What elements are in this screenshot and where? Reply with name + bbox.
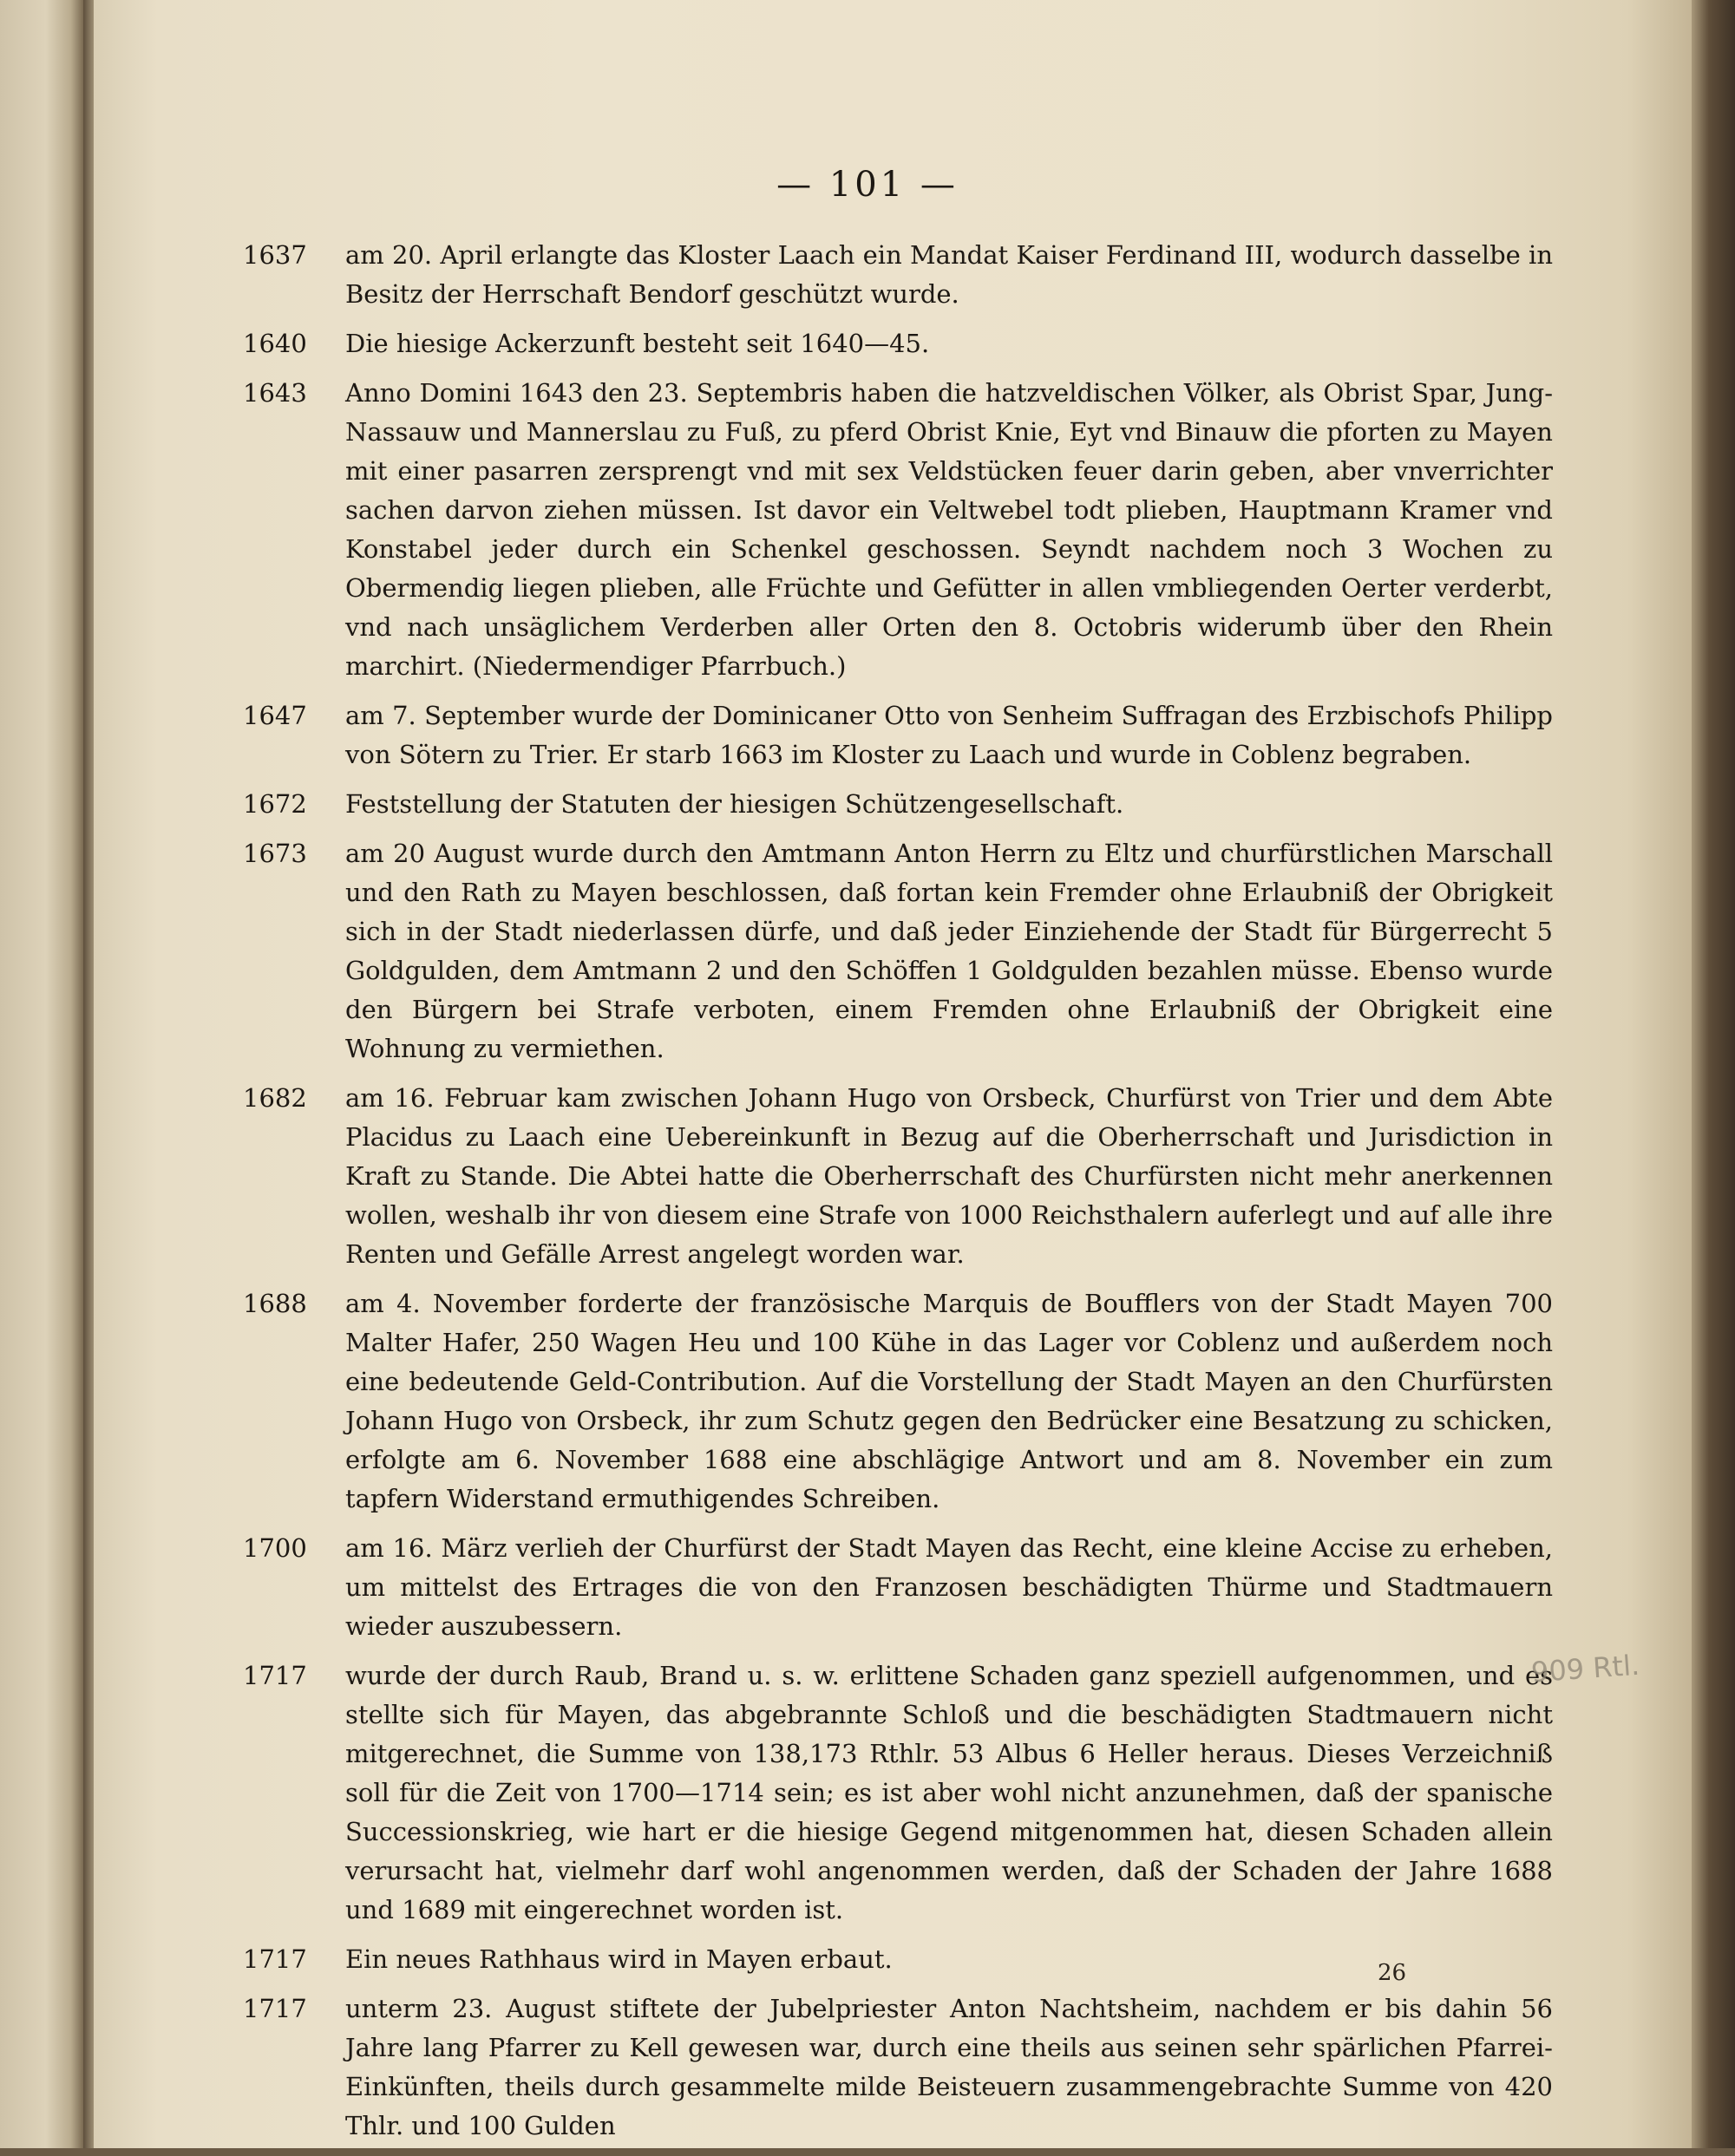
entry-1673 [243,834,1553,1068]
entry-year: 1672 [243,789,307,819]
entry-year: 1688 [243,1289,307,1318]
entry-text: am 4. November forderte der französische Marquis de Boufflers von der Stadt Mayen 700 Malter Hafer, 250 Wagen Heu und 100 Kühe in das Lager vor Coblenz und außerdem noch eine bedeutende Geld-Contribution. Auf die Vorstellung der Stadt Mayen an den Churfürsten Johann Hugo von Orsbeck, ihr zum Schutz gegen den Bedrücker eine Besatzung zu schicken, erfolgte am 6. November 1688 eine abschlägige Antwort und am 8. November ein zum tapfern Widerstand ermuthigendes Schreiben. [345,1289,1553,1513]
entry-text: am 20. April erlangte das Kloster Laach ein Mandat Kaiser Ferdinand III, wodurch dasselbe in Besitz der Herrschaft Bendorf geschützt wurde. [345,240,1553,309]
entry-year: 1637 [243,240,307,270]
entry-year: 1717 [243,1994,307,2023]
entry-year: 1682 [243,1083,307,1113]
chronicle-entries [243,236,1553,2156]
entry-1672 [243,785,1553,824]
entry-text: Ein neues Rathhaus wird in Mayen erbaut. [345,1944,893,1974]
entry-year: 1717 [243,1661,307,1690]
entry-text: Die hiesige Ackerzunft besteht seit 1640—45. [345,329,930,358]
entry-1647 [243,696,1553,774]
entry-1717-stiftung [243,1989,1553,2146]
entry-text: Anno Domini 1643 den 23. Septembris haben die hatzveldischen Völker, als Obrist Spar, Jung-Nassauw und Mannerslau zu Fuß, zu pferd Obrist Knie, Eyt vnd Binauw die pforten zu Mayen mit einer pasarren zersprengt vnd mit sex Veldstücken feuer darin geben, aber vnverrichter sachen darvon ziehen müssen. Ist davor ein Veltwebel todt plieben, Hauptmann Kramer vnd Konstabel jeder durch ein Schenkel geschossen. Seyndt nachdem noch 3 Wochen zu Obermendig liegen plieben, alle Früchte und Gefütter in allen vmbliegenden Oerter verderbt, vnd nach unsäglichem Verderben aller Orten den 8. Octobris widerumb über den Rhein marchirt. (Niedermendiger Pfarrbuch.) [345,378,1553,681]
entry-1640 [243,324,1553,363]
entry-text: am 7. September wurde der Dominicaner Otto von Senheim Suffragan des Erzbischofs Philipp von Sötern zu Trier. Er starb 1663 im Kloster zu Laach und wurde in Coblenz begraben. [345,701,1553,769]
entry-1717-damage [243,1656,1553,1930]
entry-year: 1640 [243,329,307,358]
page-number: — 101 — [776,165,959,205]
entry-1717-rathhaus [243,1940,1553,1979]
entry-year: 1643 [243,378,307,408]
pencil-margin-note: 909 Rtl. [1529,1648,1641,1689]
entry-1688 [243,1284,1553,1519]
signature-mark: 26 [1378,1960,1407,1986]
entry-year: 1700 [243,1533,307,1563]
entry-1637 [243,236,1553,314]
facing-page-edge [0,0,83,2148]
entry-1643 [243,374,1553,686]
entry-text: am 16. März verlieh der Churfürst der Stadt Mayen das Recht, eine kleine Accise zu erheben, um mittelst des Ertrages die von den Franzosen beschädigten Thürme und Stadtmauern wieder auszubessern. [345,1533,1553,1641]
entry-year: 1717 [243,1944,307,1974]
entry-text: am 16. Februar kam zwischen Johann Hugo von Orsbeck, Churfürst von Trier und dem Abte Placidus zu Laach eine Uebereinkunft in Bezug auf die Oberherrschaft und Jurisdiction in Kraft zu Stande. Die Abtei hatte die Oberherrschaft des Churfürsten nicht mehr anerkennen wollen, weshalb ihr von diesem eine Strafe von 1000 Reichsthalern auferlegt und auf alle ihre Renten und Gefälle Arrest angelegt worden war. [345,1083,1553,1269]
entry-1700 [243,1529,1553,1646]
entry-1682 [243,1079,1553,1274]
entry-year: 1647 [243,701,307,730]
entry-text: Feststellung der Statuten der hiesigen Schützengesellschaft. [345,789,1124,819]
entry-year: 1673 [243,839,307,868]
entry-text: am 20 August wurde durch den Amtmann Anton Herrn zu Eltz und churfürstlichen Marschall und den Rath zu Mayen beschlossen, daß fortan kein Fremder ohne Erlaubniß der Obrigkeit sich in der Stadt niederlassen dürfe, und daß jeder Einziehende der Stadt für Bürgerrecht 5 Goldgulden, dem Amtmann 2 und den Schöffen 1 Goldgulden bezahlen müsse. Ebenso wurde den Bürgern bei Strafe verboten, einem Fremden ohne Erlaubniß der Obrigkeit eine Wohnung zu vermiethen. [345,839,1553,1063]
entry-text: wurde der durch Raub, Brand u. s. w. erlittene Schaden ganz speziell aufgenommen, und es stellte sich für Mayen, das abgebrannte Schloß und die beschädigten Stadtmauern nicht mitgerechnet, die Summe von 138,173 Rthlr. 53 Albus 6 Heller heraus. Dieses Verzeichniß soll für die Zeit von 1700—1714 sein; es ist aber wohl nicht anzunehmen, daß der spanische Successionskrieg, wie hart er die hiesige Gegend mitgenommen hat, diesen Schaden allein verursacht hat, vielmehr darf wohl angenommen werden, daß der Schaden der Jahre 1688 und 1689 mit eingerechnet worden ist. [345,1661,1553,1924]
entry-text: unterm 23. August stiftete der Jubelpriester Anton Nachtsheim, nachdem er bis dahin 56 Jahre lang Pfarrer zu Kell gewesen war, durch eine theils aus seinen sehr spärlichen Pfarrei-Einkünften, theils durch gesammelte milde Beisteuern zusammengebrachte Summe von 420 Thlr. und 100 Gulden [345,1994,1553,2140]
book-cover-edge [1692,0,1735,2148]
